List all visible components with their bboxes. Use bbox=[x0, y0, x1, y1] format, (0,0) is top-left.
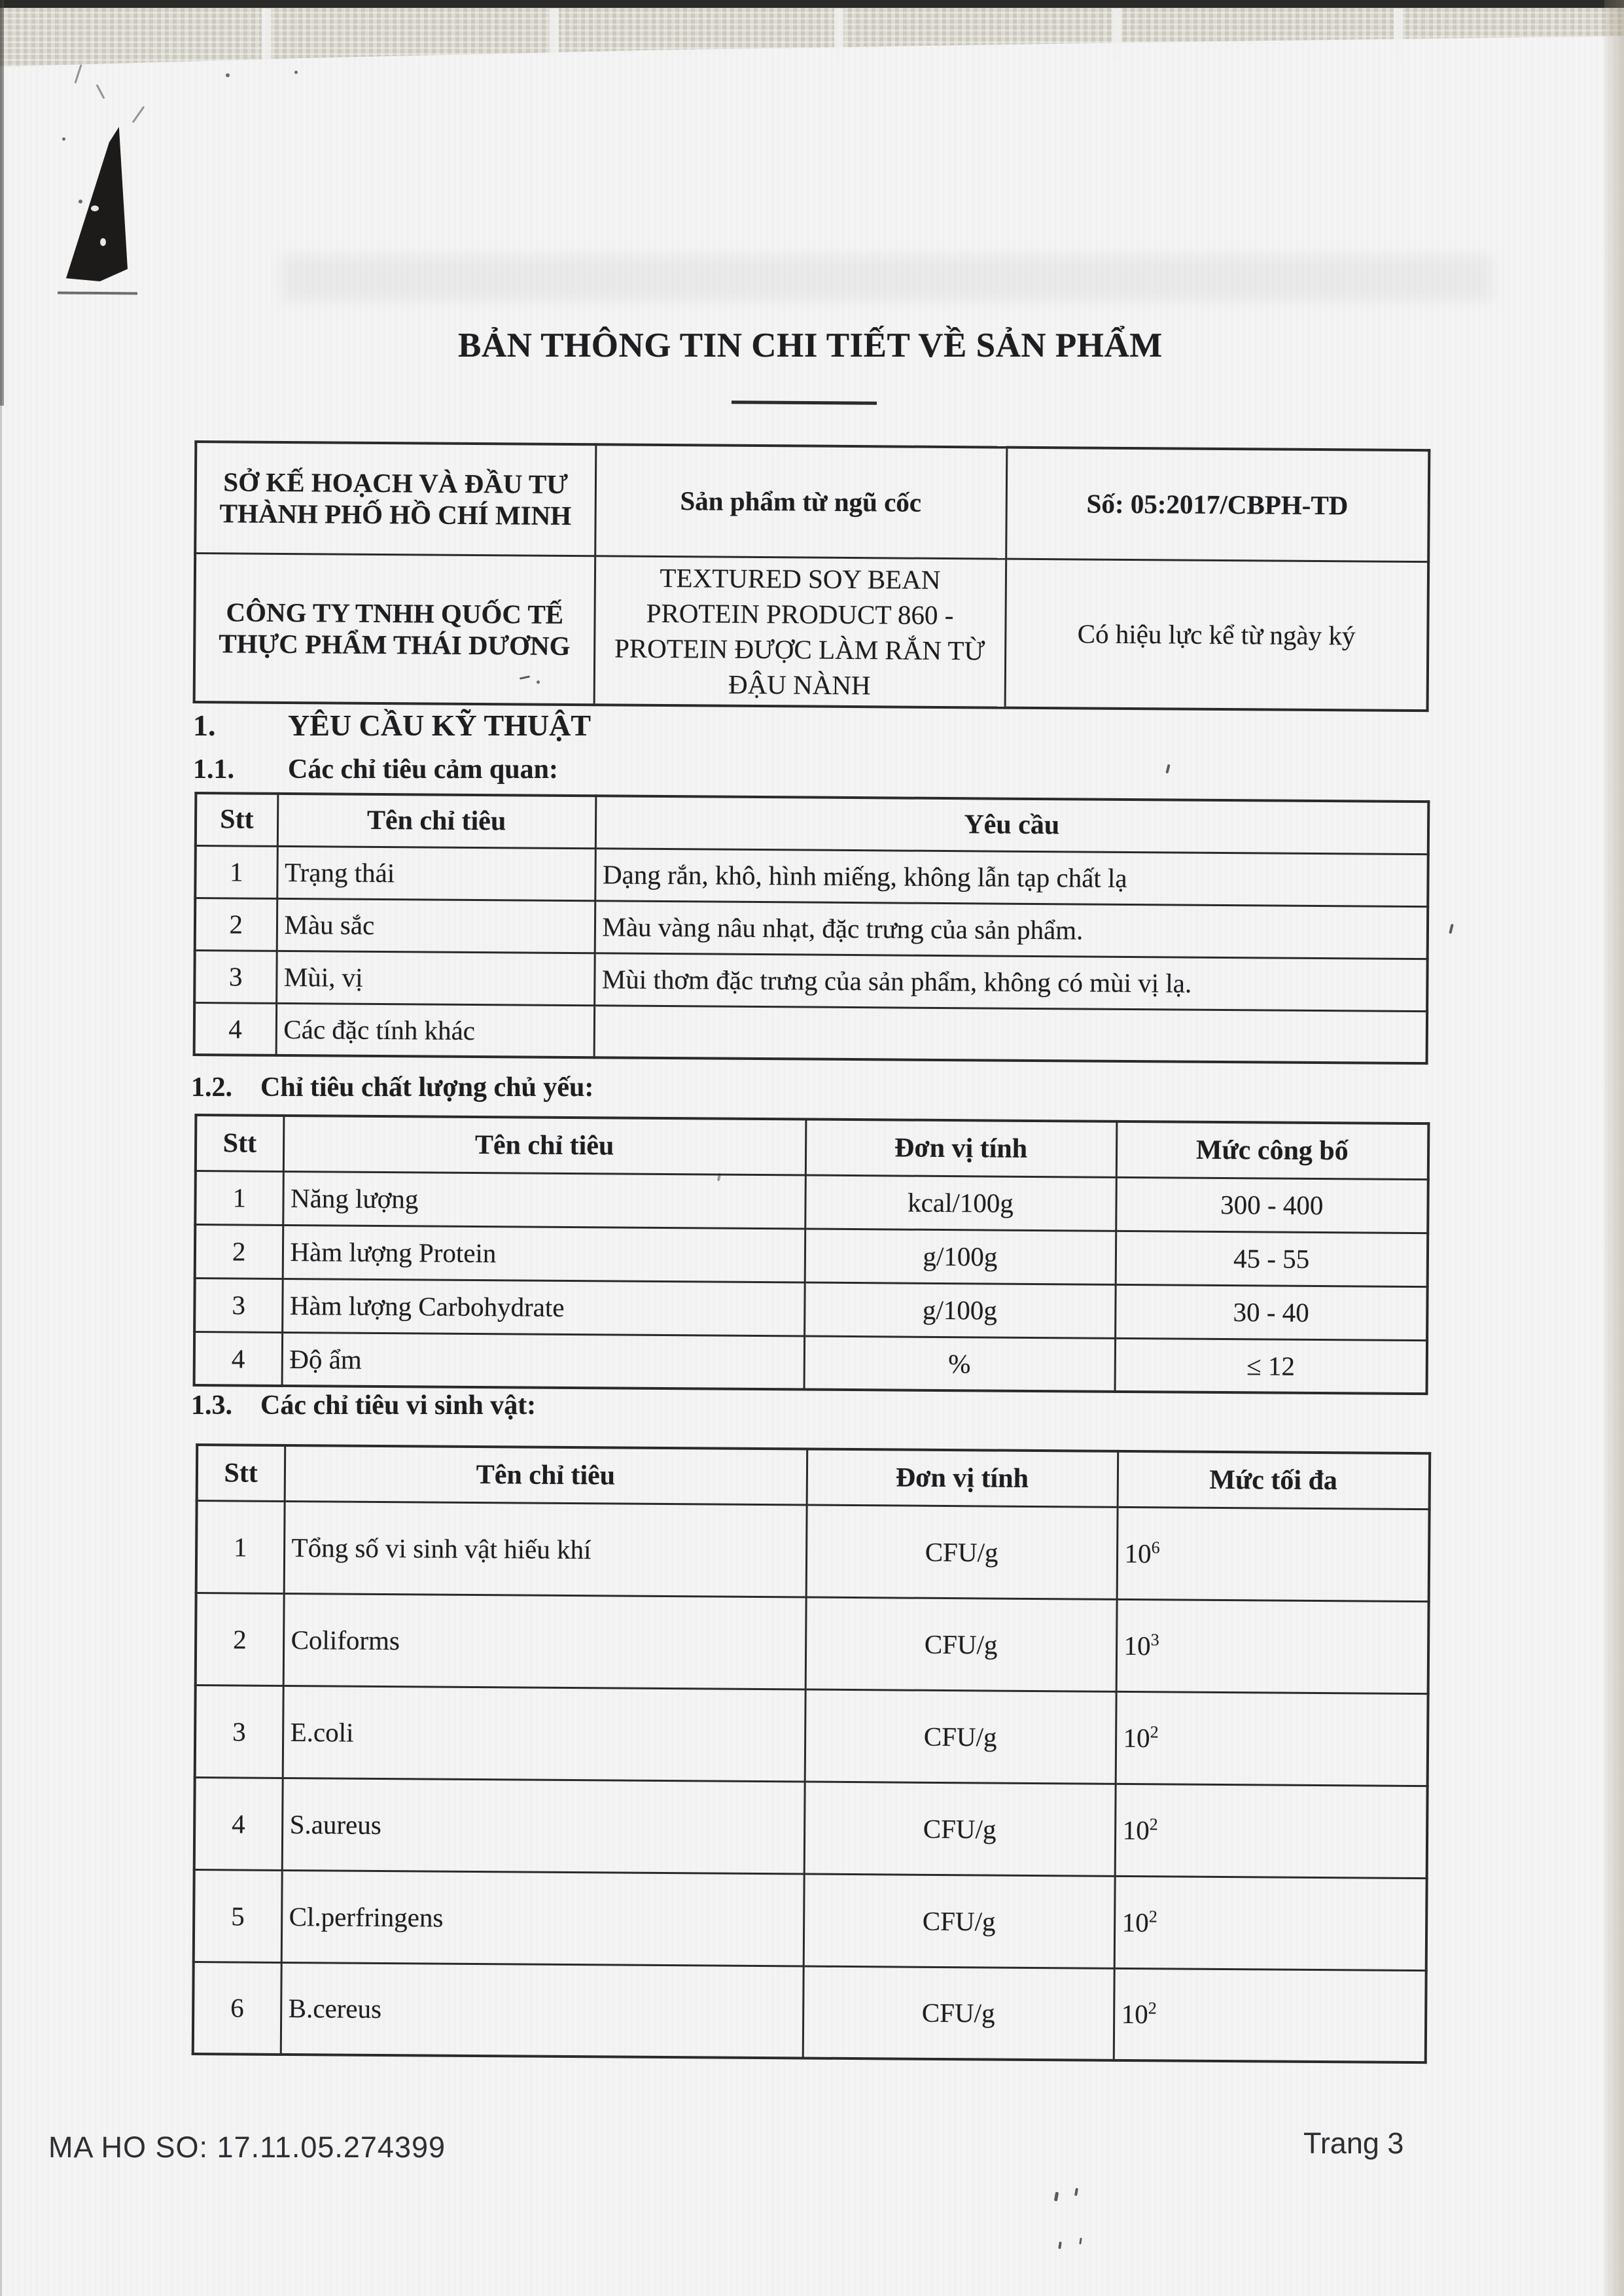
unit-cell: g/100g bbox=[805, 1229, 1116, 1284]
max-level-cell bbox=[1116, 1599, 1429, 1693]
microbiological-criteria-table bbox=[192, 1443, 1431, 2064]
column-header-stt: Stt bbox=[196, 793, 278, 846]
scan-band-gap bbox=[834, 9, 843, 61]
stt-cell: 2 bbox=[195, 898, 277, 951]
unit-cell: CFU/g bbox=[803, 1966, 1114, 2060]
unit-cell: g/100g bbox=[804, 1282, 1116, 1338]
table-row bbox=[195, 1224, 1428, 1286]
stt-cell: 4 bbox=[194, 1332, 283, 1386]
max-level-base: 10 bbox=[1122, 1814, 1150, 1845]
max-level-cell bbox=[1114, 1968, 1426, 2062]
scan-top-strip bbox=[0, 0, 1624, 9]
table-row bbox=[195, 1171, 1428, 1233]
unit-cell: CFU/g bbox=[804, 1782, 1116, 1876]
scan-left-edge-faint bbox=[0, 0, 2, 2296]
column-header-unit: Đơn vị tính bbox=[807, 1449, 1118, 1507]
table-row bbox=[194, 1869, 1427, 1970]
stt-cell: 3 bbox=[194, 1278, 283, 1332]
authority-cell: SỞ KẾ HOẠCH VÀ ĐẦU TƯ THÀNH PHỐ HỒ CHÍ MINH bbox=[195, 442, 595, 556]
stt-cell: 3 bbox=[195, 1685, 283, 1778]
ink-speck bbox=[226, 73, 230, 77]
criterion-cell: Hàm lượng Carbohydrate bbox=[282, 1279, 805, 1336]
table-row bbox=[194, 1332, 1428, 1394]
max-level-exponent: 3 bbox=[1150, 1630, 1159, 1650]
scan-band-gap bbox=[262, 9, 271, 61]
max-level-cell bbox=[1114, 1876, 1427, 1970]
column-header-stt: Stt bbox=[196, 1115, 284, 1171]
max-level-cell bbox=[1116, 1691, 1428, 1786]
criterion-cell: E.coli bbox=[283, 1686, 805, 1782]
max-level-cell bbox=[1115, 1784, 1428, 1878]
level-cell: 300 - 400 bbox=[1116, 1177, 1428, 1233]
footer-page-number: Trang 3 bbox=[1303, 2127, 1404, 2160]
max-level-exponent: 2 bbox=[1149, 1814, 1158, 1834]
column-header-declared-level: Mức công bố bbox=[1116, 1122, 1429, 1179]
max-level-exponent: 2 bbox=[1150, 1722, 1159, 1742]
ink-speck bbox=[79, 200, 82, 203]
stt-cell: 4 bbox=[194, 1777, 283, 1870]
requirement-cell: Dạng rắn, khô, hình miếng, không lẫn tạp chất lạ bbox=[595, 848, 1428, 906]
section-1-1-number: 1.1. bbox=[193, 754, 234, 785]
table-row bbox=[194, 950, 1428, 1011]
stt-cell: 6 bbox=[193, 1962, 281, 2055]
unit-cell: % bbox=[804, 1336, 1116, 1392]
max-level-exponent: 2 bbox=[1148, 1998, 1157, 2018]
max-level-base: 10 bbox=[1121, 1907, 1149, 1937]
criterion-cell: Độ ẩm bbox=[282, 1332, 805, 1390]
scan-right-edge bbox=[1604, 0, 1624, 2296]
stt-cell: 3 bbox=[194, 950, 277, 1003]
level-cell: 30 - 40 bbox=[1115, 1284, 1428, 1340]
corner-smudge bbox=[66, 127, 128, 281]
product-category-cell: Sản phẩm từ ngũ cốc bbox=[595, 444, 1006, 558]
ink-speck bbox=[1079, 2238, 1082, 2244]
doc-number-cell: Số: 05:2017/CBPH-TD bbox=[1006, 448, 1429, 562]
smudge-speck bbox=[91, 205, 99, 211]
max-level-base: 10 bbox=[1124, 1538, 1152, 1568]
footer-dossier-code: MA HO SO: 17.11.05.274399 bbox=[48, 2130, 446, 2164]
requirement-cell: Màu vàng nâu nhạt, đặc trưng của sản phẩm. bbox=[595, 900, 1428, 959]
table-row bbox=[193, 1962, 1426, 2062]
section-1-3-title: Các chỉ tiêu vi sinh vật: bbox=[260, 1390, 537, 1421]
column-header-unit: Đơn vị tính bbox=[805, 1120, 1117, 1177]
pencil-squiggle bbox=[96, 84, 105, 99]
table-row bbox=[195, 845, 1428, 906]
table-row bbox=[195, 1685, 1428, 1786]
requirement-cell: Mùi thơm đặc trưng của sản phẩm, không có mùi vị lạ. bbox=[594, 953, 1428, 1011]
column-header-criterion: Tên chỉ tiêu bbox=[277, 794, 596, 848]
section-1-title: YÊU CẦU KỸ THUẬT bbox=[288, 709, 591, 742]
stt-cell: 1 bbox=[195, 845, 277, 898]
column-header-stt: Stt bbox=[197, 1445, 285, 1501]
ink-speck bbox=[62, 137, 65, 141]
scan-band-gap bbox=[550, 9, 559, 61]
criterion-cell: Coliforms bbox=[283, 1593, 806, 1689]
column-header-criterion: Tên chỉ tiêu bbox=[283, 1116, 806, 1175]
criterion-cell: Trạng thái bbox=[277, 846, 595, 900]
title-divider bbox=[732, 400, 877, 405]
max-level-exponent: 2 bbox=[1148, 1907, 1157, 1926]
unit-cell: CFU/g bbox=[805, 1689, 1116, 1784]
level-cell: 45 - 55 bbox=[1116, 1231, 1428, 1286]
criterion-cell: Mùi, vị bbox=[276, 951, 595, 1005]
quality-criteria-table bbox=[193, 1114, 1430, 1395]
level-cell: ≤ 12 bbox=[1115, 1338, 1428, 1394]
criterion-cell: S.aureus bbox=[282, 1778, 805, 1874]
section-1-number: 1. bbox=[193, 709, 216, 742]
max-level-base: 10 bbox=[1123, 1722, 1150, 1753]
corner-underline bbox=[58, 291, 137, 294]
unit-cell: kcal/100g bbox=[805, 1175, 1116, 1231]
column-header-max-level: Mức tối đa bbox=[1118, 1451, 1430, 1509]
scan-band-gap bbox=[1112, 9, 1121, 61]
header-info-table bbox=[193, 440, 1431, 712]
scan-texture-band bbox=[0, 8, 1624, 67]
ink-speck bbox=[1058, 2242, 1061, 2249]
table-row bbox=[195, 898, 1428, 959]
criterion-cell: Các đặc tính khác bbox=[276, 1003, 595, 1057]
criterion-cell: Tổng số vi sinh vật hiếu khí bbox=[284, 1501, 807, 1597]
table-row bbox=[194, 1002, 1428, 1063]
column-header-criterion: Tên chỉ tiêu bbox=[285, 1445, 807, 1505]
unit-cell: CFU/g bbox=[805, 1597, 1117, 1691]
sensory-criteria-table bbox=[193, 792, 1430, 1065]
stt-cell: 2 bbox=[196, 1593, 284, 1686]
criterion-cell: Màu sắc bbox=[277, 898, 595, 953]
company-cell: CÔNG TY TNHH QUỐC TẾ THỰC PHẨM THÁI DƯƠNG bbox=[194, 553, 595, 705]
ink-speck bbox=[1054, 2192, 1059, 2202]
criterion-cell: Hàm lượng Protein bbox=[283, 1225, 805, 1282]
page-title: BẢN THÔNG TIN CHI TIẾT VỀ SẢN PHẨM bbox=[458, 327, 1163, 364]
smudge-speck bbox=[100, 238, 106, 246]
max-level-base: 10 bbox=[1121, 1999, 1148, 2030]
max-level-base: 10 bbox=[1123, 1630, 1151, 1661]
table-row bbox=[196, 1500, 1430, 1601]
product-name-cell: TEXTURED SOY BEAN PROTEIN PRODUCT 860 - PROTEIN ĐƯỢC LÀM RẮN TỪ ĐẬU NÀNH bbox=[594, 556, 1006, 707]
unit-cell: CFU/g bbox=[803, 1874, 1115, 1968]
criterion-cell: B.cereus bbox=[281, 1962, 803, 2058]
column-header-requirement: Yêu cầu bbox=[595, 796, 1429, 854]
criterion-cell: Cl.perfringens bbox=[281, 1870, 804, 1966]
max-level-cell bbox=[1117, 1507, 1430, 1601]
ink-speck bbox=[1165, 764, 1170, 774]
stt-cell: 1 bbox=[196, 1500, 285, 1593]
section-1-2-title: Chỉ tiêu chất lượng chủ yếu: bbox=[260, 1072, 594, 1103]
table-row bbox=[194, 1777, 1428, 1878]
section-1-2-number: 1.2. bbox=[191, 1072, 232, 1103]
section-1-1-title: Các chỉ tiêu cảm quan: bbox=[288, 754, 558, 785]
stt-cell: 4 bbox=[194, 1002, 277, 1055]
ink-speck bbox=[1449, 924, 1454, 934]
pencil-squiggle bbox=[132, 106, 145, 123]
max-level-exponent: 6 bbox=[1151, 1538, 1160, 1557]
section-1-3-number: 1.3. bbox=[191, 1390, 232, 1421]
stt-cell: 2 bbox=[195, 1224, 283, 1279]
scan-smudge-band bbox=[281, 255, 1492, 301]
stt-cell: 1 bbox=[195, 1171, 283, 1225]
scan-band-gap bbox=[1394, 9, 1403, 61]
validity-cell: Có hiệu lực kể từ ngày ký bbox=[1005, 559, 1429, 711]
requirement-cell bbox=[594, 1005, 1428, 1063]
ink-speck bbox=[294, 71, 298, 74]
table-row bbox=[194, 1278, 1428, 1340]
stt-cell: 5 bbox=[194, 1869, 282, 1962]
pencil-squiggle bbox=[74, 64, 82, 83]
table-row bbox=[196, 1593, 1429, 1693]
unit-cell: CFU/g bbox=[806, 1505, 1118, 1599]
criterion-cell: Năng lượng bbox=[283, 1171, 805, 1229]
ink-speck bbox=[1074, 2188, 1078, 2197]
